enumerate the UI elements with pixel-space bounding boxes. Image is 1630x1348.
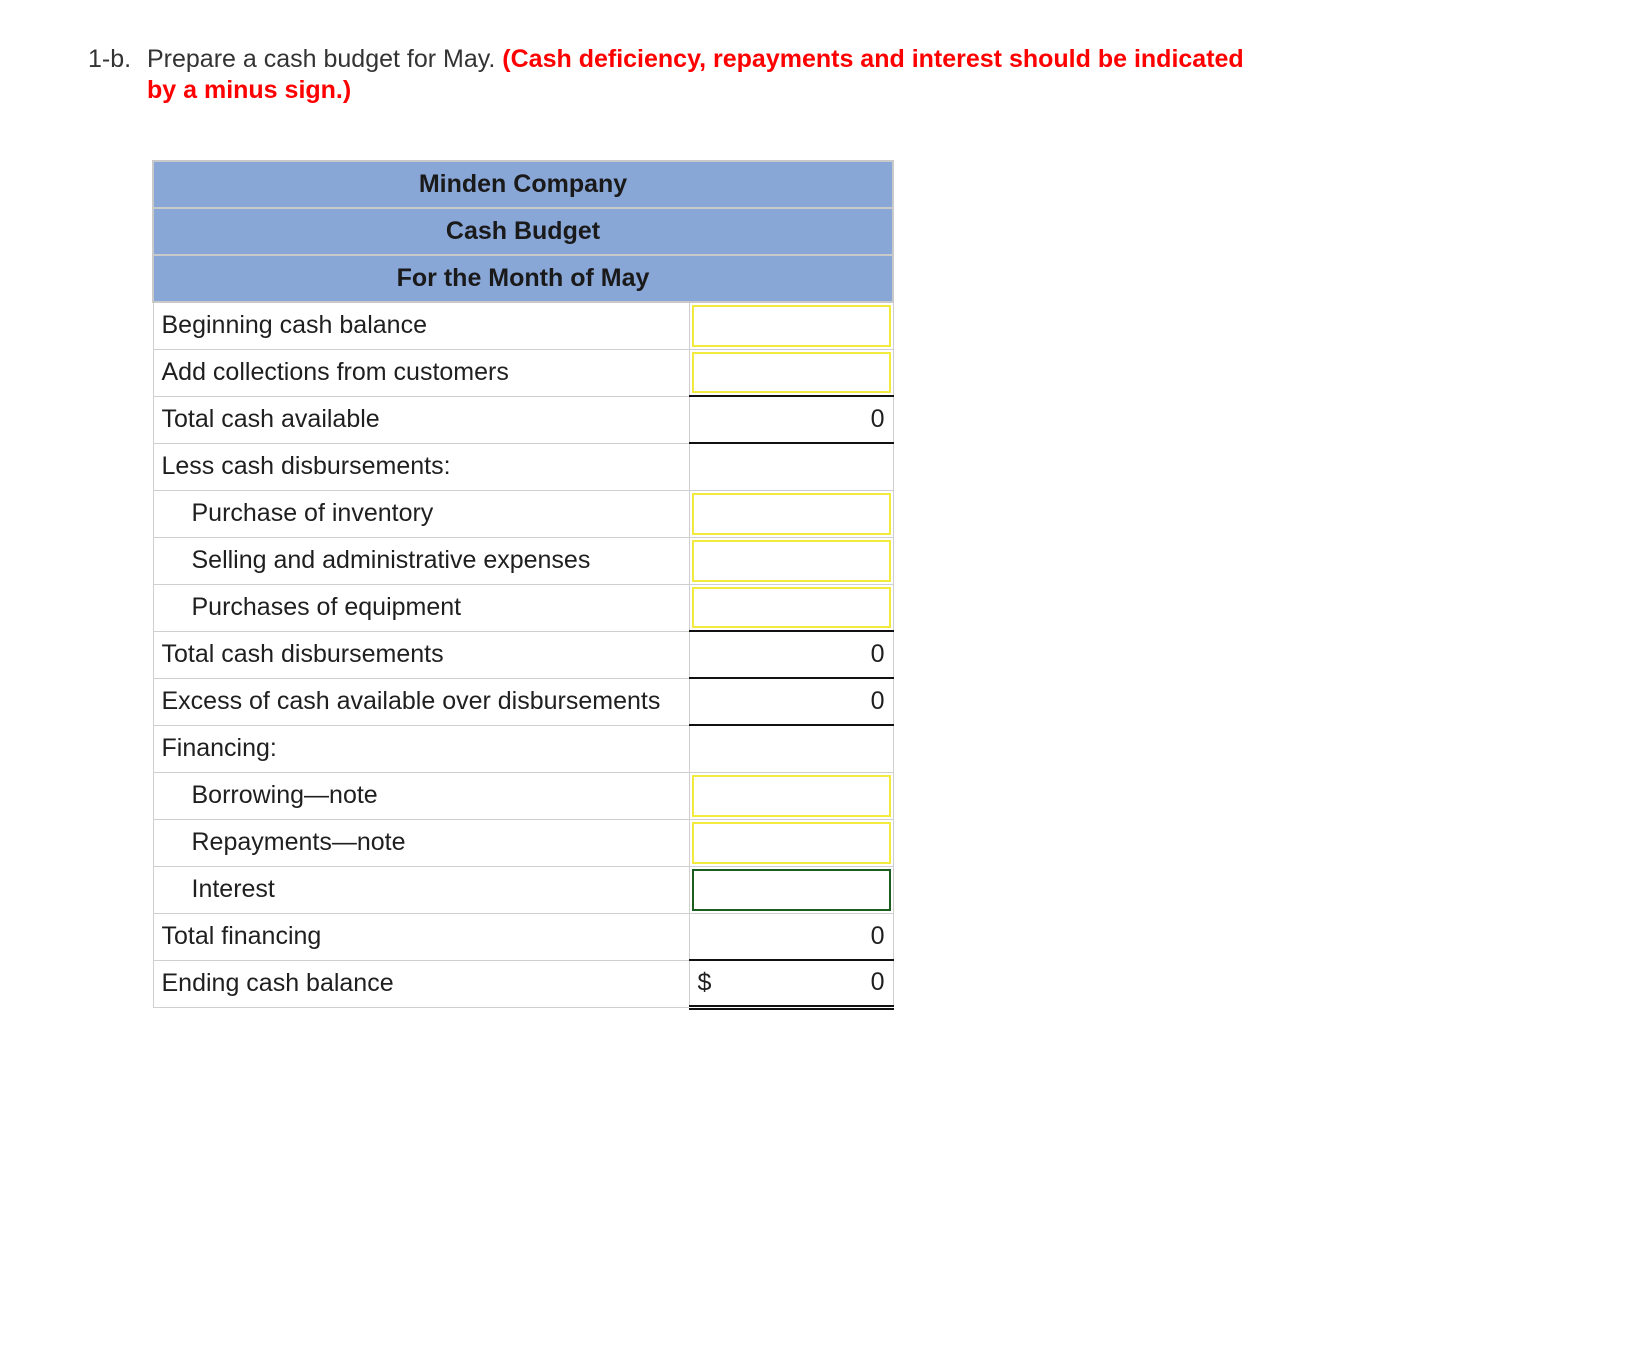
row-label-interest: Interest	[153, 866, 689, 913]
instructions	[88, 44, 1378, 106]
table-row	[153, 725, 893, 772]
collections-input[interactable]	[692, 352, 891, 394]
row-label-beginning-cash: Beginning cash balance	[153, 302, 689, 349]
table-row	[153, 772, 893, 819]
row-label-total-financing: Total financing	[153, 913, 689, 960]
question-note-line1: (Cash deficiency, repayments and interest should be indicated	[502, 45, 1244, 73]
header-row-period	[153, 255, 893, 302]
table-row	[153, 537, 893, 584]
table-row	[153, 631, 893, 678]
table-row	[153, 584, 893, 631]
currency-symbol: $	[697, 968, 712, 997]
cell-collections	[689, 349, 893, 396]
table-row	[153, 960, 893, 1007]
cell-purchase-inventory	[689, 490, 893, 537]
ending-cash-cell	[689, 960, 893, 1007]
borrowing-input[interactable]	[692, 775, 891, 817]
budget-title: Cash Budget	[153, 208, 893, 255]
budget-period: For the Month of May	[153, 255, 893, 302]
table-row	[153, 913, 893, 960]
cell-interest	[689, 866, 893, 913]
table-row	[153, 678, 893, 725]
row-label-repayments: Repayments—note	[153, 819, 689, 866]
table-row	[153, 443, 893, 490]
purchases-equipment-input[interactable]	[692, 587, 891, 629]
total-financing-value: 0	[689, 913, 893, 960]
cell-beginning-cash	[689, 302, 893, 349]
row-label-total-cash-available: Total cash available	[153, 396, 689, 443]
row-label-financing: Financing:	[153, 725, 689, 772]
table-row	[153, 819, 893, 866]
row-label-ending-cash: Ending cash balance	[153, 960, 689, 1007]
row-label-collections: Add collections from customers	[153, 349, 689, 396]
cell-purchases-equipment	[689, 584, 893, 631]
table-row	[153, 349, 893, 396]
cash-budget-table	[152, 160, 894, 1010]
repayments-input[interactable]	[692, 822, 891, 864]
selling-admin-input[interactable]	[692, 540, 891, 582]
header-row-title	[153, 208, 893, 255]
question-text: Prepare a cash budget for May.	[147, 45, 496, 73]
question-number: 1-b.	[88, 45, 132, 73]
row-label-less-disbursements: Less cash disbursements:	[153, 443, 689, 490]
excess-cash-value: 0	[689, 678, 893, 725]
purchase-inventory-input[interactable]	[692, 493, 891, 535]
row-label-total-disbursements: Total cash disbursements	[153, 631, 689, 678]
cell-repayments	[689, 819, 893, 866]
total-cash-available-value: 0	[689, 396, 893, 443]
table-row	[153, 396, 893, 443]
question-note-line2: by a minus sign.)	[147, 76, 352, 104]
table-row	[153, 866, 893, 913]
header-row-company	[153, 161, 893, 208]
cell-selling-admin	[689, 537, 893, 584]
row-label-purchases-equipment: Purchases of equipment	[153, 584, 689, 631]
row-label-purchase-inventory: Purchase of inventory	[153, 490, 689, 537]
company-name: Minden Company	[153, 161, 893, 208]
row-label-borrowing: Borrowing—note	[153, 772, 689, 819]
less-disbursements-empty-cell	[689, 443, 893, 490]
row-label-excess-cash: Excess of cash available over disbursements	[153, 678, 689, 725]
financing-empty-cell	[689, 725, 893, 772]
interest-input[interactable]	[692, 869, 891, 911]
table-row	[153, 302, 893, 349]
total-disbursements-value: 0	[689, 631, 893, 678]
table-row	[153, 490, 893, 537]
row-label-selling-admin: Selling and administrative expenses	[153, 537, 689, 584]
cell-borrowing	[689, 772, 893, 819]
beginning-cash-input[interactable]	[692, 305, 891, 347]
ending-cash-value: 0	[870, 968, 885, 997]
